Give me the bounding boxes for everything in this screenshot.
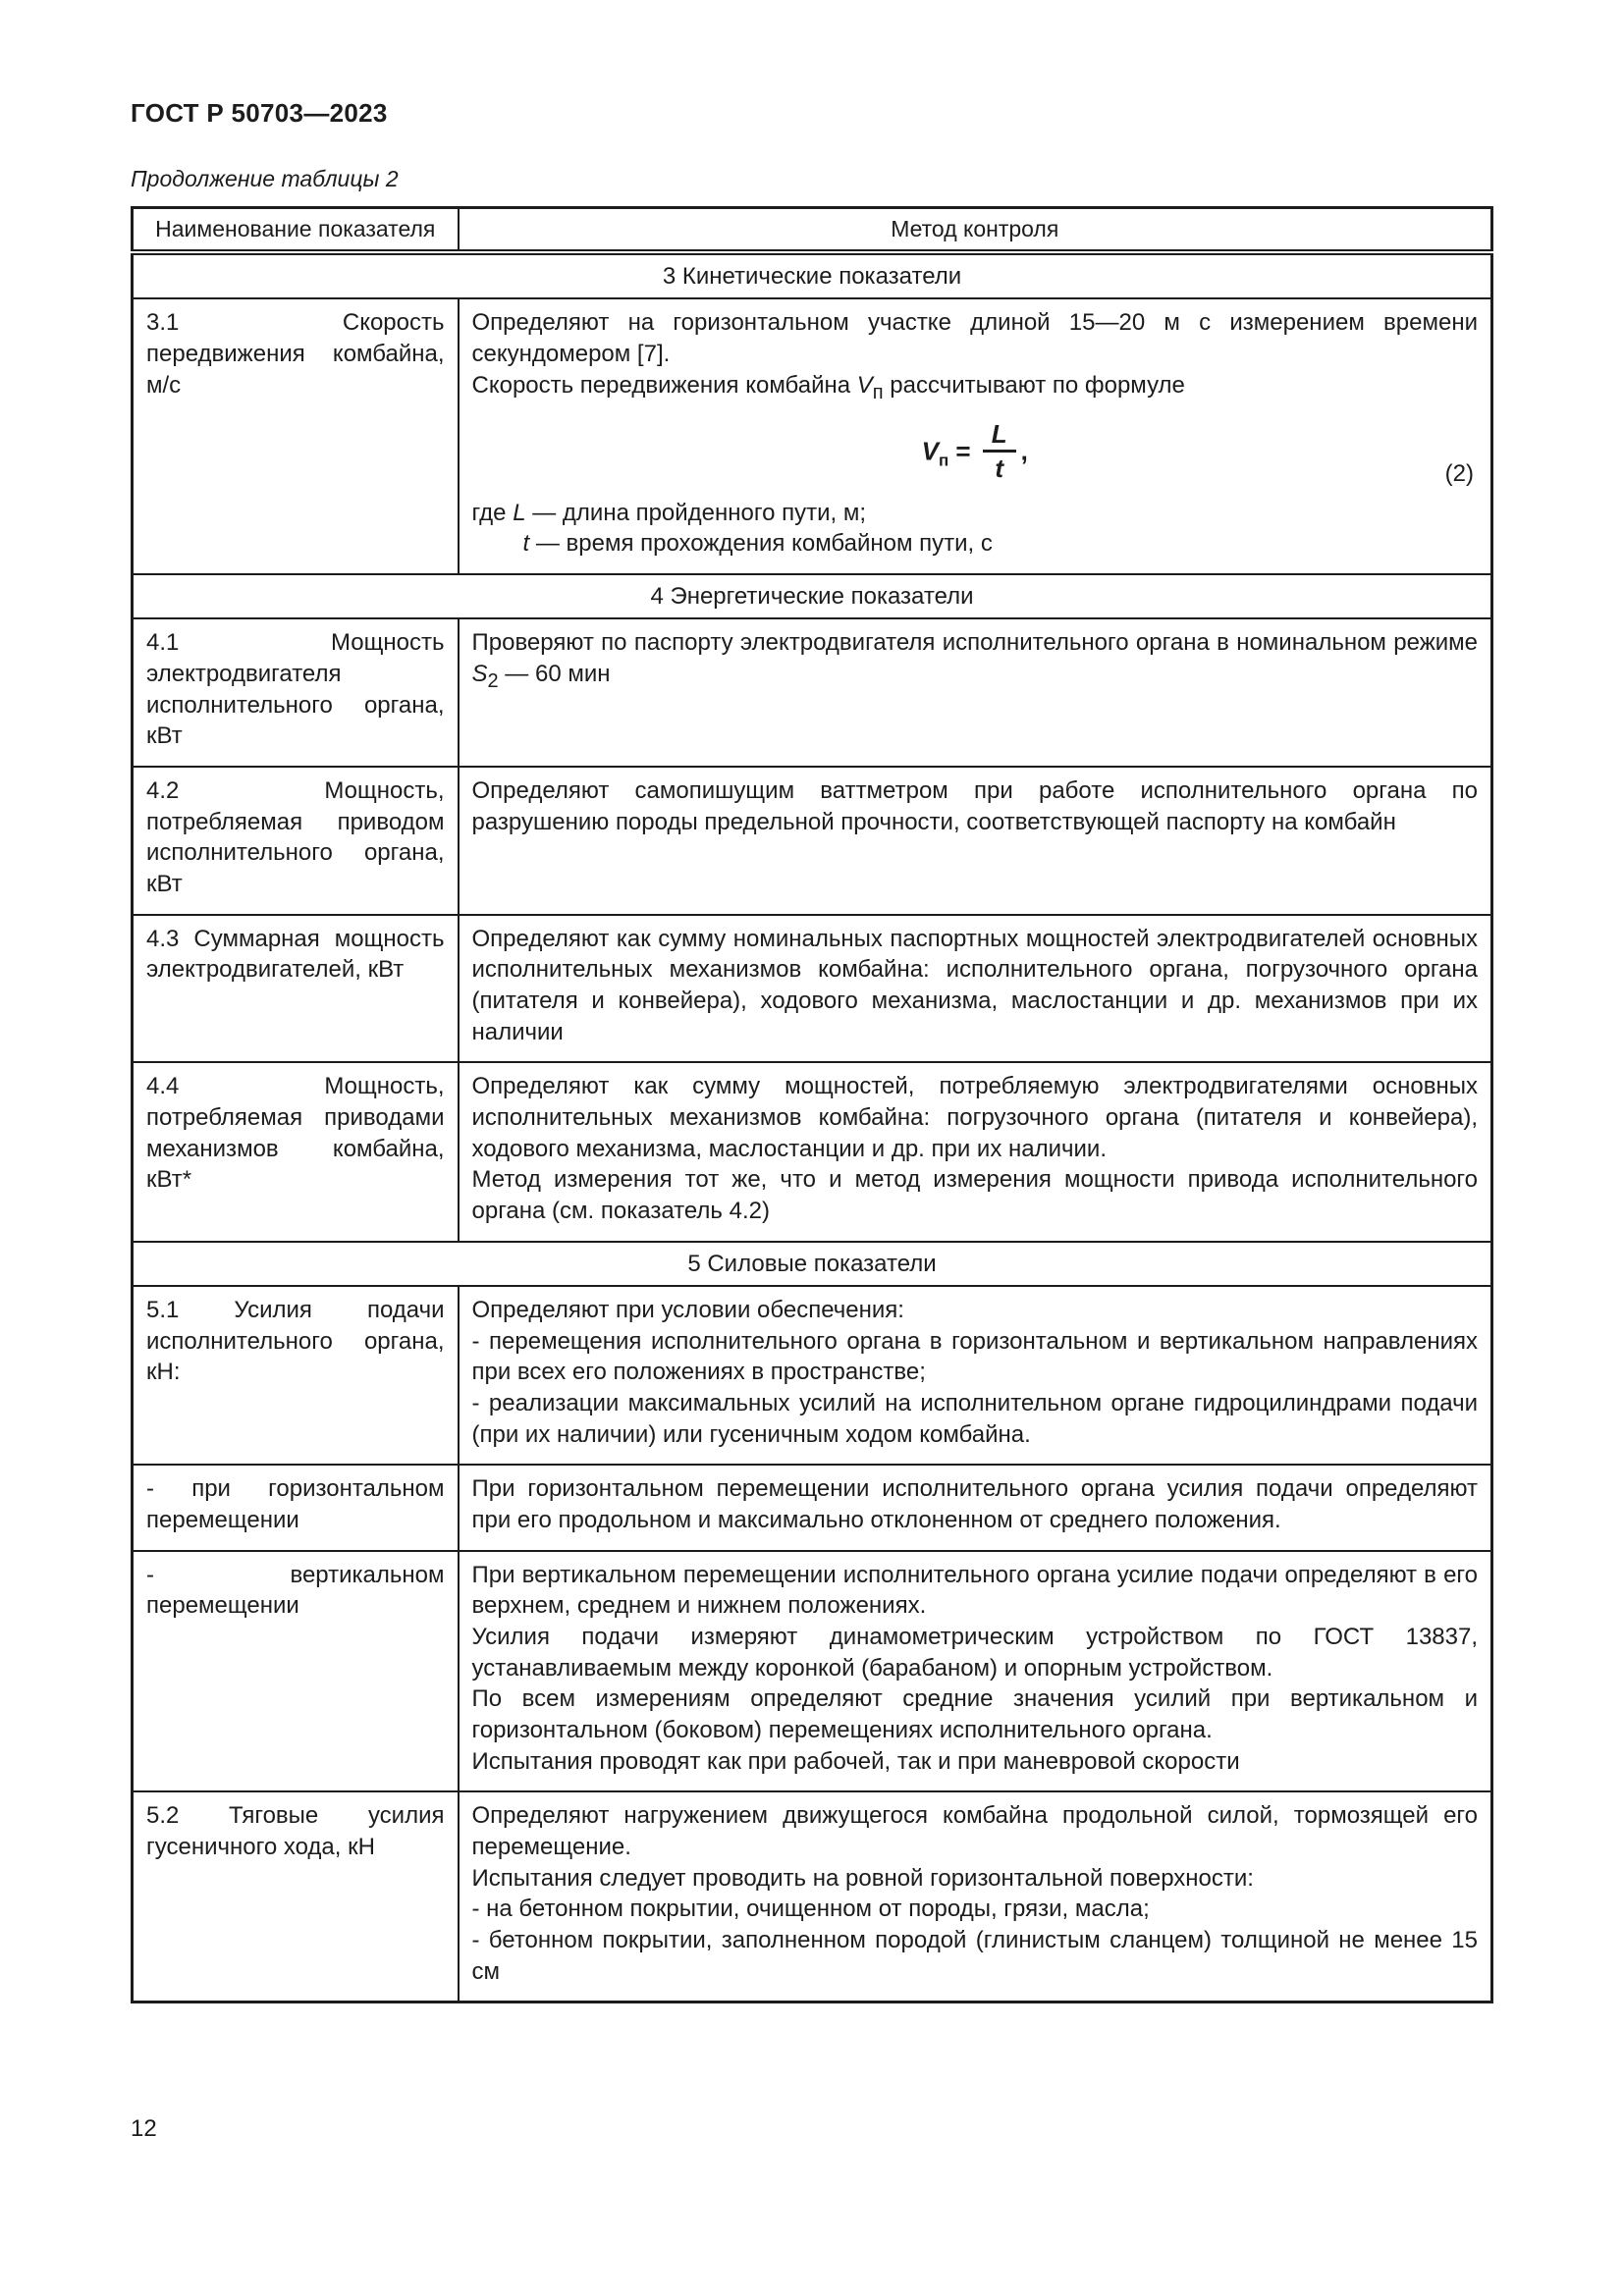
indicator-cell: [133, 1062, 459, 1241]
indicator-cell: [133, 1551, 459, 1792]
method-cell: [459, 1465, 1492, 1550]
section-title: 5 Силовые показатели: [133, 1242, 1492, 1286]
paragraph: где L — длина пройденного пути, м;: [471, 499, 867, 526]
paragraph: 4.3 Суммарная мощность электродвигателей, кВт: [146, 925, 445, 984]
section-title: 3 Кинетические показатели: [133, 252, 1492, 298]
paragraph: При горизонтальном перемещении исполнительного органа усилия подачи определяют при его продольном и максимально отклоненном от среднего положения.: [471, 1475, 1478, 1533]
paragraph: Определяют нагружением движущегося комбайна продольной силой, тормозящей его перемещение.: [471, 1802, 1478, 1860]
paragraph: Определяют при условии обеспечения:: [471, 1296, 904, 1323]
paragraph: 5.2 Тяговые усилия гусеничного хода, кН: [146, 1802, 445, 1860]
indicator-cell: [133, 618, 459, 767]
document-page: [131, 98, 1493, 2003]
paragraph: Усилия подачи измеряют динамометрическим устройством по ГОСТ 13837, устанавливаемым между коронкой (барабаном) и опорным устройством.: [471, 1623, 1478, 1682]
method-cell: [459, 1286, 1492, 1465]
equation-number: (2): [1444, 460, 1474, 488]
table-row: [133, 915, 1492, 1063]
section-header-row: [133, 1242, 1492, 1286]
paragraph: Испытания проводят как при рабочей, так и при маневровой скорости: [471, 1747, 1240, 1775]
method-cell: [459, 298, 1492, 574]
paragraph: - перемещения исполнительного органа в горизонтальном и вертикальном направлениях при всех его положениях в пространстве;: [471, 1327, 1478, 1386]
paragraph: Определяют как сумму номинальных паспортных мощностей электродвигателей основных исполнительных механизмов комбайна: исполнительного органа, погрузочного органа (питателя и конвейера), ходового механизма, маслостанции и др. механизмов при их наличии: [471, 925, 1478, 1045]
indicator-cell: [133, 298, 459, 574]
section-header-row: [133, 252, 1492, 298]
indicator-cell: [133, 1286, 459, 1465]
paragraph: 4.2 Мощность, потребляемая приводом исполнительного органа, кВт: [146, 776, 445, 897]
paragraph: Проверяют по паспорту электродвигателя исполнительного органа в номинальном режиме $S_2$ — 60 мин: [471, 629, 1478, 692]
document-title: ГОСТ Р 50703—2023: [131, 98, 388, 128]
paragraph: - при горизонтальном перемещении: [146, 1475, 445, 1533]
paragraph: 4.4 Мощность, потребляемая приводами механизмов комбайна, кВт*: [146, 1073, 445, 1194]
indicator-cell: [133, 915, 459, 1063]
paragraph: 4.1 Мощность электродвигателя исполнительного органа, кВт: [146, 629, 445, 750]
formula: [472, 417, 1479, 490]
method-cell: [459, 1551, 1492, 1792]
column-header-method: Метод контроля: [459, 208, 1492, 253]
table-caption: Продолжение таблицы 2: [131, 166, 399, 191]
paragraph: - бетонном покрытии, заполненном породой (глинистым сланцем) толщиной не менее 15 см: [471, 1926, 1478, 1985]
paragraph: Метод измерения тот же, что и метод измерения мощности привода исполнительного органа (см. показатель 4.2): [471, 1166, 1478, 1224]
paragraph: По всем измерениям определяют средние значения усилий при вертикальном и горизонтальном (боковом) перемещениях исполнительного органа.: [471, 1685, 1478, 1743]
table-header: [133, 208, 1492, 253]
table-row: [133, 298, 1492, 574]
paragraph: - на бетонном покрытии, очищенном от породы, грязи, масла;: [471, 1896, 1150, 1923]
gost-table: [131, 206, 1493, 2003]
paragraph: 5.1 Усилия подачи исполнительного органа, кН:: [146, 1296, 445, 1386]
method-cell: [459, 767, 1492, 915]
paragraph: Скорость передвижения комбайна $V_п$ рассчитывают по формуле: [471, 371, 1185, 403]
paragraph: При вертикальном перемещении исполнительного органа усилие подачи определяют в его верхнем, среднем и нижнем положениях.: [471, 1561, 1478, 1620]
table-body: [133, 252, 1492, 2002]
section-title: 4 Энергетические показатели: [133, 574, 1492, 618]
table-row: [133, 1062, 1492, 1241]
section-header-row: [133, 574, 1492, 618]
column-header-indicator: Наименование показателя: [133, 208, 459, 253]
indicator-cell: [133, 1465, 459, 1550]
paragraph: 3.1 Скорость передвижения комбайна, м/с: [146, 309, 445, 399]
formula-expression: $V_п$ = $\frac{L}{t}$ ,: [921, 418, 1028, 483]
table-row: [133, 1286, 1492, 1465]
paragraph: - вертикальном перемещении: [146, 1561, 445, 1620]
paragraph: Определяют как сумму мощностей, потребляемую электродвигателями основных исполнительных механизмов комбайна: погрузочного органа (питателя и конвейера), ходового механизма, маслостанции и др. при их наличии.: [471, 1073, 1478, 1162]
table-row: [133, 618, 1492, 767]
header-row: [133, 208, 1492, 253]
table-row: [133, 1551, 1492, 1792]
indicator-cell: [133, 1791, 459, 2002]
method-cell: [459, 1791, 1492, 2002]
paragraph: Определяют самопишущим ваттметром при работе исполнительного органа по разрушению породы предельной прочности, соответствующей паспорту на комбайн: [471, 776, 1478, 835]
table-row: [133, 1791, 1492, 2002]
method-cell: [459, 915, 1492, 1063]
table-row: [133, 767, 1492, 915]
method-cell: [459, 618, 1492, 767]
paragraph: Испытания следует проводить на ровной горизонтальной поверхности:: [471, 1864, 1254, 1892]
table-row: [133, 1465, 1492, 1550]
paragraph: - реализации максимальных усилий на исполнительном органе гидроцилиндрами подачи (при их наличии) или гусеничным ходом комбайна.: [471, 1389, 1478, 1448]
page-number: 12: [131, 2115, 157, 2142]
paragraph: Определяют на горизонтальном участке длиной 15—20 м с измерением времени секундомером [7].: [471, 309, 1478, 367]
paragraph: t — время прохождения комбайном пути, с: [522, 530, 993, 558]
indicator-cell: [133, 767, 459, 915]
method-cell: [459, 1062, 1492, 1241]
